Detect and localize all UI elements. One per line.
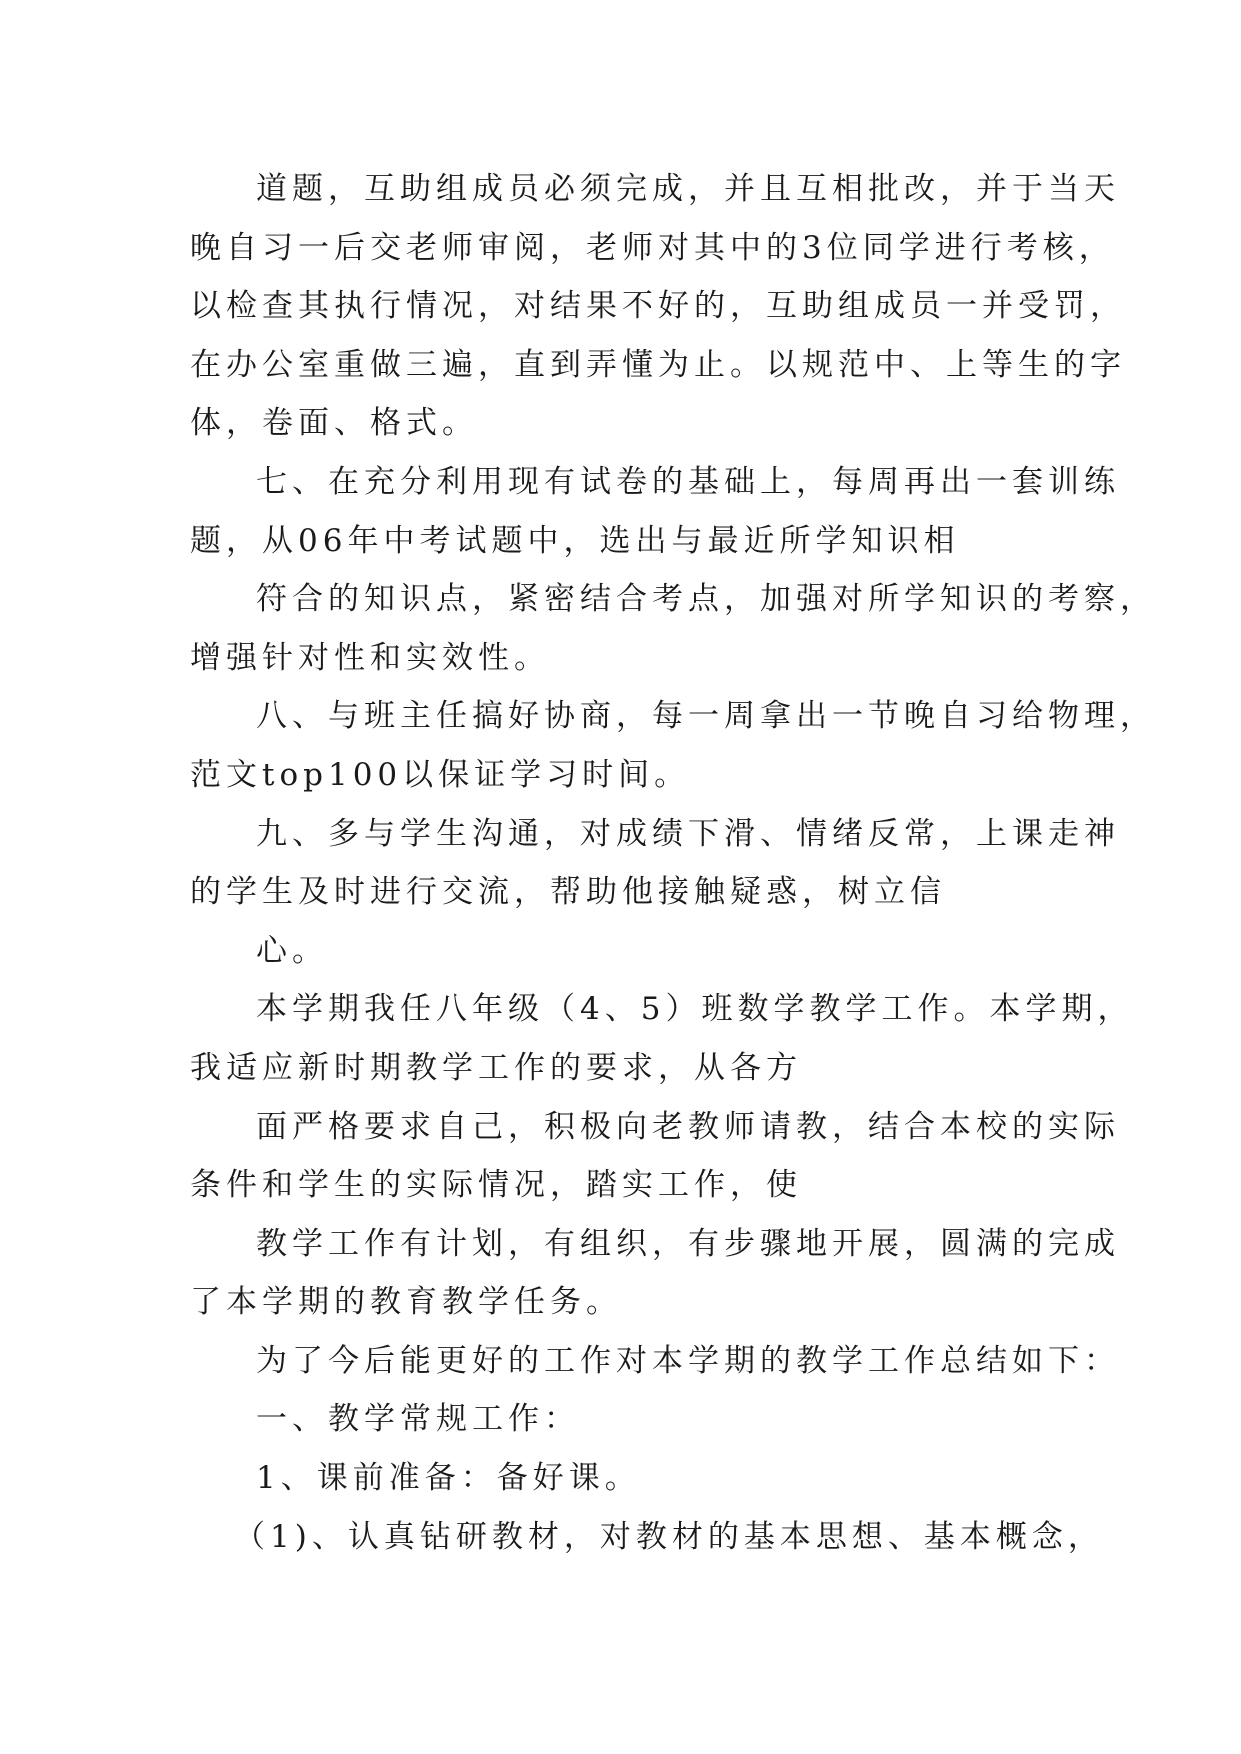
text-line: （1)、认真钻研教材，对教材的基本思想、基本概念， [234,1518,1104,1555]
text-line: 了本学期的教育教学任务。 [190,1284,622,1321]
text-line: 1、课前准备：备好课。 [256,1460,641,1497]
text-line: 晚自习一后交老师审阅，老师对其中的3位同学进行考核， [190,229,1115,266]
text-line: 七、在充分利用现有试卷的基础上，每周再出一套训练 [256,463,1120,500]
text-line: 在办公室重做三遍，直到弄懂为止。以规范中、上等生的字 [190,346,1126,383]
text-line: 范文top100以保证学习时间。 [190,756,691,793]
text-line: 一、教学常规工作： [256,1401,580,1438]
text-line: 本学期我任八年级（4、5）班数学教学工作。本学期， [256,991,1134,1028]
text-line: 九、多与学生沟通，对成绩下滑、情绪反常，上课走神 [256,815,1120,852]
text-line: 题，从06年中考试题中，选出与最近所学知识相 [190,522,960,559]
text-line: 面严格要求自己，积极向老教师请教，结合本校的实际 [256,1108,1120,1145]
document-body [190,160,1156,1566]
text-line: 增强针对性和实效性。 [190,639,550,676]
text-line: 以检查其执行情况，对结果不好的，互助组成员一并受罚， [190,288,1126,325]
text-line: 八、与班主任搞好协商，每一周拿出一节晚自习给物理， [256,698,1156,735]
text-line: 符合的知识点，紧密结合考点，加强对所学知识的考察， [256,581,1156,618]
text-line: 体，卷面、格式。 [190,405,478,442]
text-line: 为了今后能更好的工作对本学期的教学工作总结如下： [256,1342,1120,1379]
text-line: 的学生及时进行交流，帮助他接触疑惑，树立信 [190,874,946,911]
text-line: 心。 [256,932,328,969]
text-line: 我适应新时期教学工作的要求，从各方 [190,1049,802,1086]
text-line: 道题，互助组成员必须完成，并且互相批改，并于当天 [256,171,1120,207]
text-line: 教学工作有计划，有组织，有步骤地开展，圆满的完成 [256,1225,1120,1262]
text-line: 条件和学生的实际情况，踏实工作，使 [190,1167,802,1204]
